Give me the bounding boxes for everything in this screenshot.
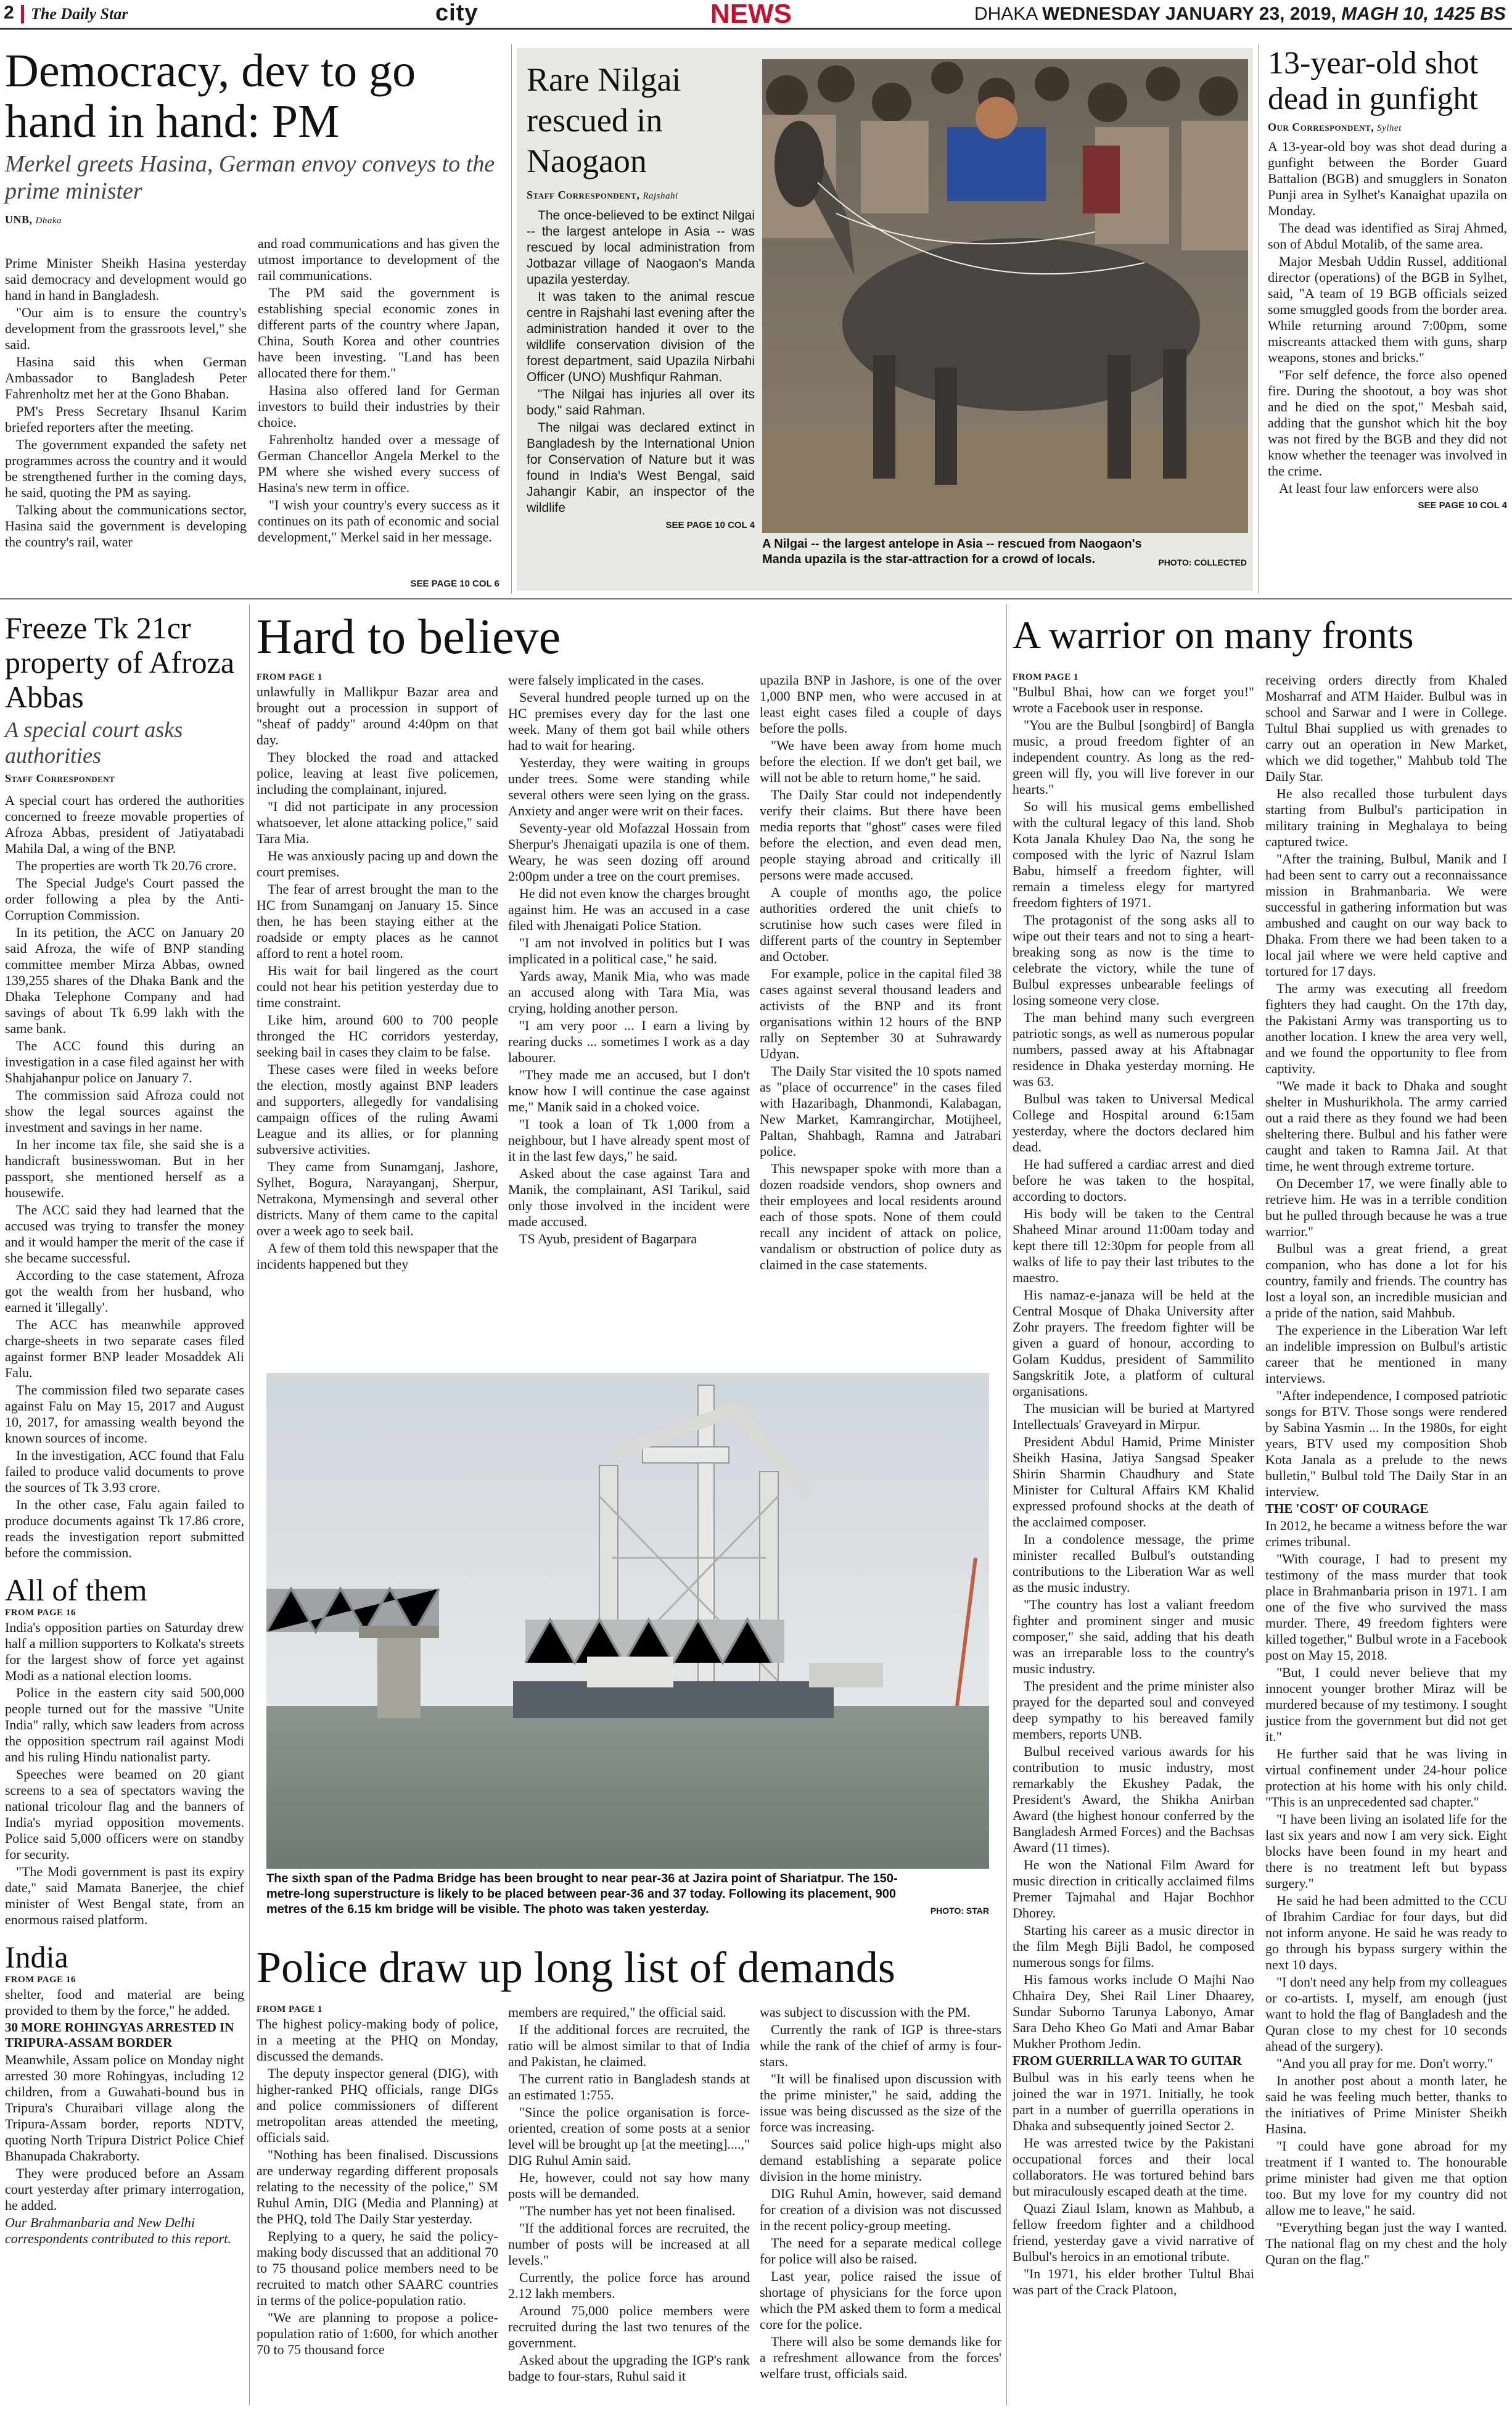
paragraph: Starting his career as a music director in the film Megh Bijli Badol, he composed numerous songs for films.	[1013, 1922, 1254, 1970]
nilgai-photo	[762, 59, 1248, 533]
paragraph: There will also be some demands like for a refreshment allowance from the forces' welfare trust, officials said.	[760, 2334, 1001, 2381]
paragraph: TS Ayub, president of Bagarpara	[519, 1231, 697, 1246]
paragraph: So will his musical gems embellished with the cultural legacy of this land. Shob Kota Janala Khuley Dao Na, the song he composed with the lyric of Nazrul Islam Babu, himself a freedom fighter, will remain a timeless elegy for martyred freedom fighters of 1971.	[1013, 799, 1254, 910]
paragraph: A few of them told this newspaper that the incidents happened but they	[257, 1240, 498, 1272]
paragraph: "I have been living an isolated life for the last six years and now I am very sick. Eight blocks have been found in my heart and there is no treatment left but bypass surgery."	[1265, 1811, 1507, 1891]
paragraph: "I could have gone abroad for my treatment if I wanted to. The honourable prime minister had given me that option too. But my love for my country did not allow me to leave," he said.	[1265, 2138, 1507, 2218]
section-name: city	[435, 0, 479, 26]
bridge-illustration	[266, 1373, 989, 1869]
headline-warrior[interactable]: A warrior on many fronts	[1013, 613, 1414, 657]
paragraph: A special court has ordered the authorities concerned to freeze movable properties of Afroza Abbas, president of Jatiyatabadi Mahila Dal, a wing of the BNP.	[5, 793, 244, 856]
paragraph: "I wish your country's every success as it continues on its path of economic and social development," Merkel said in her message.	[258, 497, 499, 545]
body-all-of-them	[5, 1620, 244, 1928]
paragraph: The PM said the government is establishing special economic zones in different parts of the country where Japan, China, South Korea and other countries have been investing. "Land has been allocated there for them."	[258, 285, 499, 381]
paragraph: The current ratio in Bangladesh stands at an estimated 1:755.	[508, 2071, 750, 2102]
paragraph: The commission filed two separate cases against Falu on May 15, 2017 and August 10, 2017, for amassing wealth beyond the known sources of income.	[5, 1382, 244, 1446]
caption-bridge: PHOTO: STAR The sixth span of the Padma Bridge has been brought to near pear-36 at Jazira point of Shariatpur. The 150-metre-long superstructure is likely to be placed between pear-36 and 37 today. Following its placement, 900 metres of the 6.15 km bridge will be visible. The photo was taken yesterday.	[266, 1871, 989, 1919]
paragraph: Fahrenholtz handed over a message of German Chancellor Angela Merkel to the PM where she wished every success of Hasina's new term in office.	[258, 432, 499, 495]
paragraph: The army was executing all freedom fighters they had caught. On the 17th day, the Pakistani Army was transporting us to another location. I knew the area very well, and we found the opportunity to flee from captivity.	[1265, 981, 1507, 1076]
dateline	[974, 4, 1506, 25]
col-democracy-2	[258, 236, 499, 546]
paragraph: "In 1971, his elder brother Tultul Bhai was part of the Crack Platoon,	[1013, 2266, 1254, 2297]
paragraph: "After the training, Bulbul, Manik and I had been sent to carry out a reconnaissance mission in Brahmanbaria. We were successful in gathering information but was ambushed and caught on our way back to Dhaka. From there we had been taken to a local jail where we were held captive and tortured for 17 days.	[1265, 851, 1507, 979]
paragraph: Bulbul received various awards for his contribution to music industry, most remarkably the Ekushey Padak, the President's Award, the Shikha Anirban Award (the highest honour conferred by the Bangladesh Armed Forces) and the Bachsas Award (11 times).	[1013, 1744, 1254, 1855]
story-nilgai	[527, 59, 755, 530]
paragraph: "The country has lost a valiant freedom fighter and prominent singer and music composer," she said, adding that his death was an irreparable loss to the country's music industry.	[1013, 1597, 1254, 1676]
story-warrior	[1013, 611, 1507, 2297]
paragraph: "Bulbul Bhai, how can we forget you!" wrote a Facebook user in response.	[1013, 684, 1254, 715]
paragraph: Police in the eastern city said 500,000 people turned out for the massive "Unite India" rally, which saw leaders from across the opposition spectrum rail against Modi and his ruling Hindu nationalist party.	[5, 1685, 244, 1765]
body-india	[5, 1987, 244, 2019]
paragraph: Yards away, Manik Mia, who was made an accused along with Tara Mia, was crying, holding another person.	[508, 968, 750, 1016]
paragraph: Seventy-year old Mofazzal Hossain from Sherpur's Jhenaigati upazila is one of them. Weary, he was seen dozing off around 2:00pm under a tree on the court premises.	[508, 820, 750, 884]
paragraph: The fear of arrest brought the man to the HC from Sunamganj on January 15. Since then, he has been staying either at the roadside or empty places as he cannot afford to rent a hotel room.	[257, 881, 498, 961]
paragraph: They blocked the road and attacked police, leaving at least five policemen, including the complainant, injured.	[257, 749, 498, 797]
body-hard-1	[257, 684, 498, 1272]
col-police-1	[257, 2004, 498, 2359]
body-hard-2	[508, 672, 750, 1248]
paragraph: Bulbul was a great friend, a great companion, who has done a lot for his country, family and friends. The country has lost a loyal son, an incredible musician and a pride of the nation, said Mahbub.	[1265, 1241, 1507, 1320]
col-warrior-2	[1265, 672, 1507, 2269]
paragraph: The man behind many such evergreen patriotic songs, as well as numerous popular numbers, passed away at his Aftabnagar residence in Dhaka yesterday morning. He was 63.	[1013, 1010, 1254, 1089]
paragraph: According to the case statement, Afroza got the wealth from her husband, who earned it 'illegally'.	[5, 1267, 244, 1315]
headline-afroza[interactable]: Freeze Tk 21cr property of Afroza Abbas	[5, 611, 235, 714]
dateline-bangla: MAGH 10, 1425 BS	[1341, 4, 1506, 24]
headline-all-of-them[interactable]: All of them	[5, 1573, 147, 1607]
byline-nilgai: Staff Correspondent, Rajshahi	[527, 189, 678, 201]
paragraph: He won the National Film Award for music direction in critically acclaimed films Premer Tajmahal and Hajar Bochhor Dhorey.	[1013, 1857, 1254, 1921]
paragraph: The ACC has meanwhile approved charge-sheets in two separate cases filed against former BNP leader Mosaddek Ali Falu.	[5, 1317, 244, 1380]
paragraph: "We made it back to Dhaka and sought shelter in Mushurikhola. The army carried out a raid there as they found we had been sheltering there. Bulbul and his father were caught and taken to Ramna Jail. At that time, he went through extreme torture.	[1265, 1078, 1507, 1174]
paragraph: The president and the prime minister also prayed for the departed soul and conveyed deep sympathy to his bereaved family members, reports UNB.	[1013, 1678, 1254, 1742]
paragraph: "Nothing has been finalised. Discussions are underway regarding different proposals relating to the necessity of the police," SM Ruhul Amin, DIG (Media and Planning) at the PHQ, told The Daily Star yesterday.	[257, 2147, 498, 2226]
paragraph: Several hundred people turned up on the HC premises every day for the last one week. Many of them got bail while others had to wait for hearing.	[508, 690, 750, 753]
paragraph: The highest policy-making body of police, in a meeting at the PHQ on Monday, discussed the demands.	[257, 2016, 498, 2064]
body-nilgai	[527, 208, 755, 516]
paragraph: "We are planning to propose a police-population ratio of 1:600, for which another 70 to 75 thousand force	[257, 2310, 498, 2357]
paragraph: Asked about the upgrading the IGP's rank badge to four-stars, Ruhul said it	[508, 2352, 750, 2384]
credit-bridge: PHOTO: STAR	[930, 1906, 989, 1916]
paragraph: On December 17, we were finally able to retrieve him. He was in a terrible condition but he pulled through because he was a true warrior."	[1265, 1176, 1507, 1239]
divider	[1006, 604, 1007, 2405]
headline-nilgai[interactable]: Rare Nilgai rescued in Naogaon	[527, 61, 681, 179]
paragraph: PM's Press Secretary Ihsanul Karim briefed reporters after the meeting.	[5, 403, 247, 435]
body-shot-dead	[1268, 139, 1507, 496]
paragraph: Talking about the communications sector, Hasina said the government is developing the country's rail, water	[5, 502, 247, 550]
paragraph: These cases were filed in weeks before the election, mostly against BNP leaders and supporters, allegedly for vandalising campaign offices of the ruling Awami League and its allies, or for planning subversive activities.	[257, 1061, 498, 1157]
body-warrior-1	[1013, 684, 1254, 2052]
paragraph: The need for a separate medical college for police will also be raised.	[760, 2235, 1001, 2267]
from-hard: FROM PAGE 1	[257, 672, 323, 682]
story-hard-to-believe	[257, 610, 1001, 1272]
paragraph: For example, police in the capital filed 38 cases against several thousand leaders and activists of the BNP and its front organisations within 12 hours of the BNP rally on September 30 at Suhrawardy Udyan.	[760, 966, 1001, 1061]
paragraph: He said he had been admitted to the CCU of Ibrahim Cardiac for four days, but did not inform anyone. He said he was ready to go through his bypass surgery within the next 10 days.	[1265, 1893, 1507, 1972]
paragraph: In the investigation, ACC found that Falu failed to produce valid documents to prove the sources of Tk 3.93 crore.	[5, 1447, 244, 1495]
paragraph: "You are the Bulbul [songbird] of Bangla music, a proud freedom fighter of an independent country. As long as the red-green will fly, you will live forever in our hearts."	[1013, 717, 1254, 797]
byline-shot-dead: Our Correspondent, Sylhet	[1268, 121, 1402, 133]
paragraph: "The Modi government is past its expiry date," said Mamata Banerjee, the chief minister of West Bengal state, from an enormous raised platform.	[5, 1864, 244, 1927]
paragraph: "The Nilgai has injuries all over its body," said Rahman.	[527, 387, 755, 418]
paragraph: The Daily Star visited the 10 spots named as "place of occurrence" in the cases filed with Hazaribagh, Dhanmondi, Kalabagan, New Market, Kamrangirchar, Motijheel, Paltan, Shahbagh, Ramna and Jatrabari police.	[760, 1063, 1001, 1159]
paragraph: His namaz-e-janaza will be held at the Central Mosque of Dhaka University after Zohr prayers. The freedom fighter will be given a guard of honour, according to Golam Kuddus, president of Sammilito Sangskritik Jote, a platform of cultural organisations.	[1013, 1287, 1254, 1399]
paragraph: The Daily Star could not independently verify their claims. But there have been media reports that "ghost" cases were filed before the election, and even dead men, people staying abroad and critically ill persons were made accused.	[760, 787, 1001, 883]
paragraph: His wait for bail lingered as the court could not hear his petition yesterday due to time constraint.	[257, 963, 498, 1010]
paragraph: The once-believed to be extinct Nilgai -- the largest antelope in Asia -- was rescued by local administration from Jotbazar village of Naogaon's Manda upazila yesterday.	[527, 208, 755, 287]
body-afroza	[5, 793, 244, 1561]
paragraph: He, however, could not say how many posts will be demanded.	[508, 2170, 750, 2201]
paragraph: The properties are worth Tk 20.76 crore.	[16, 858, 237, 873]
paragraph: His famous works include O Majhi Nao Chhaira Dey, Shei Rail Liner Dhaarey, Sundar Suborno Tarunya Labonyo, Amar Sara Deho Kheo Go Mati and Amar Babar Mukher Prothom Jedin.	[1013, 1972, 1254, 2051]
paragraph: Hasina said this when German Ambassador to Bangladesh Peter Fahrenholtz met her at the Gono Bhaban.	[5, 354, 247, 402]
body-warrior-1b	[1013, 2070, 1254, 2298]
paragraph: Asked about the case against Tara and Manik, the complainant, ASI Tarikul, said only those involved in the incident were made accused.	[508, 1166, 750, 1229]
paragraph: The ACC found this during an investigation in a case filed against her with Shahjahanpur police on January 7.	[5, 1038, 244, 1085]
paragraph: In a condolence message, the prime minister recalled Bulbul's outstanding contributions to the Liberation War as well as the music industry.	[1013, 1531, 1254, 1595]
headline-police[interactable]: Police draw up long list of demands	[257, 1943, 895, 1992]
paragraph: The experience in the Liberation War left an indelible impression on Bulbul's artistic career that he mentioned in many interviews.	[1265, 1322, 1507, 1386]
paragraph: "With courage, I had to present my testimony of the mass murder that took place in Brahmanbaria prison in 1971. I am one of the five who survived the mass murder. There, 49 freedom fighters were killed together," Bulbul wrote in a Facebook post on May 15, 2018.	[1265, 1551, 1507, 1663]
paragraph: The dead was identified as Siraj Ahmed, son of Abdul Motalib, of the same area.	[1268, 220, 1507, 252]
paragraph: Speeches were beamed on 20 giant screens to a sea of spectators waving the national tricolour flag and the banners of India's myriad opposition movements. Police said 5,000 officers were on standby for security.	[5, 1766, 244, 1862]
col-hard-1	[257, 672, 498, 1274]
headline-democracy[interactable]: Democracy, dev to go hand in hand: PM	[5, 45, 416, 147]
col-democracy-1	[5, 255, 247, 551]
divider	[1258, 44, 1259, 593]
paragraph: and road communications and has given the utmost importance to development of the rail communications.	[258, 236, 499, 283]
paragraph: receiving orders directly from Khaled Mosharraf and ATM Haider. Bulbul was in school and Sarwar and I were in College. Tultul Bhai supplied us with grenades to carry out an operation in New Market, which we did together," Mahbub told The Daily Star.	[1265, 672, 1507, 784]
paragraph: "And you all pray for me. Don't worry."	[1276, 2056, 1494, 2071]
paragraph: India's opposition parties on Saturday drew half a million supporters to Kolkata's streets for the largest show of force yet against Modi as a national election looms.	[5, 1620, 244, 1683]
note-india: Our Brahmanbaria and New Delhi correspondents contributed to this report.	[5, 2215, 231, 2246]
divider	[511, 44, 512, 593]
paragraph: DIG Ruhul Amin, however, said demand for creation of a division was not discussed in the recent policy-group meeting.	[760, 2186, 1001, 2233]
from-india: FROM PAGE 16	[5, 1975, 76, 1985]
section-tag: NEWS	[710, 0, 792, 29]
paragraph: The protagonist of the song asks all to wipe out their tears and not to sing a heart-breaking song as now is the time to celebrate the victory, while the tune of Bulbul expresses unbearable feelings of losing someone very close.	[1013, 912, 1254, 1008]
divider	[0, 598, 1512, 599]
paragraph: Replying to a query, he said the policy-making body discussed that an additional 70 to 75 thousand police members need to be recruited to match other SAARC countries in terms of the police-population ratio.	[257, 2228, 498, 2308]
paragraph: He was anxiously pacing up and down the court premises.	[257, 848, 498, 879]
paragraph: He further said that he was living in virtual confinement under 24-hour police protection at his home with his only child. "This is an unprecedented sad chapter."	[1265, 1746, 1507, 1810]
paragraph: Like him, around 600 to 700 people thronged the HC corridors yesterday, seeking bail in cases they claim to be false.	[257, 1012, 498, 1060]
paragraph: In its petition, the ACC on January 20 said Afroza, the wife of BNP standing committee member Mirza Abbas, owned 139,255 shares of the Dhaka Bank and the Dhaka Telephone Company and had savings of about Tk 6.99 lakh with the same bank.	[5, 924, 244, 1036]
credit-nilgai: PHOTO: COLLECTED	[1158, 558, 1247, 567]
story-police	[257, 1943, 1001, 2384]
paragraph: "I am not involved in politics but I was implicated in a political case," he said.	[508, 935, 750, 966]
paragraph: He also recalled those turbulent days starting from Bulbul's participation in military training in Meghalaya to being captured twice.	[1265, 786, 1507, 849]
col-warrior-1	[1013, 672, 1254, 2299]
paragraph: If the additional forces are recruited, the ratio will be almost similar to that of India and Pakistan, he claimed.	[508, 2022, 750, 2069]
headline-shot-dead[interactable]: 13-year-old shot dead in gunfight	[1268, 46, 1479, 117]
paragraph: Around 75,000 police members were recruited during the last two tenures of the government.	[508, 2303, 750, 2350]
jump-shot-dead[interactable]: SEE PAGE 10 COL 4	[1418, 500, 1507, 511]
paragraph: Bulbul was in his early teens when he joined the war in 1971. Initially, he took part in a number of guerrilla operations in Dhaka and subsequently joined Sector 2.	[1013, 2070, 1254, 2133]
paragraph: members are required," the official said.	[508, 2004, 726, 2020]
paragraph: Currently the rank of IGP is three-stars while the rank of the chief of army is four-stars.	[760, 2022, 1001, 2069]
deck-afroza: A special court asks authorities	[5, 717, 183, 768]
subhead-warrior-1: FROM GUERRILLA WAR TO GUITAR	[1013, 2053, 1242, 2068]
paragraph: President Abdul Hamid, Prime Minister Sheikh Hasina, Jatiya Sangsad Speaker Shirin Sharmin Chaudhury and State Minister for Cultural Affairs KM Khalid expressed profound shocks at the death of the acclaimed composer.	[1013, 1434, 1254, 1530]
paragraph: "But, I could never believe that my innocent younger brother Miraz will be murdered because of my testimony. I sought justice from the government but did not get it."	[1265, 1665, 1507, 1744]
paragraph: A 13-year-old boy was shot dead during a gunfight between the Border Guard Battalion (BGB) and smugglers in Sonaton Punji area in Sylhet's Kanaighat upazila on Monday.	[1268, 139, 1507, 218]
byline-democracy: UNB, Dhaka	[5, 213, 62, 226]
paragraph: "They made me an accused, but I don't know how I will continue the case against me," Manik said in a choked voice.	[508, 1067, 750, 1114]
paragraph: Hasina also offered land for German investors to build their industries by their choice.	[258, 382, 499, 430]
from-warrior: FROM PAGE 1	[1013, 672, 1079, 682]
paragraph: The ACC said they had learned that the accused was trying to transfer the money and it would hamper the merit of the case if she became successful.	[5, 1202, 244, 1266]
from-all-of-them: FROM PAGE 16	[5, 1608, 76, 1618]
paragraph: Meanwhile, Assam police on Monday night arrested 30 more Rohingyas, including 12 children, from a Guwahati-bound bus in Tripura's Churaibari village along the Tripura-Assam border, reports NDTV, quoting North Tripura District Police Chief Bhanupada Chakraborty.	[5, 2052, 244, 2164]
paragraph: He was arrested twice by the Pakistani occupational forces and their local collaborators. He was tortured behind bars but miraculously escaped death at the time.	[1013, 2135, 1254, 2199]
paragraph: At least four law enforcers were also	[1279, 480, 1479, 496]
jump-nilgai[interactable]: SEE PAGE 10 COL 4	[665, 520, 755, 530]
paragraph: In the other case, Falu again failed to produce documents against Tk 17.86 crore, reads the investigation report submitted before the commission.	[5, 1497, 244, 1560]
paragraph: His body will be taken to the Central Shaheed Minar around 11:00am today and kept there till 12:30pm for people from all walks of life to pay their last tributes to the maestro.	[1013, 1206, 1254, 1285]
paragraph: It was taken to the animal rescue centre in Rajshahi last evening after the administration handed it over to the wildlife conservation division of the forest department, said Upazila Nirbahi Officer (UNO) Mushfiqur Rahman.	[527, 290, 755, 384]
paragraph: "I am very poor ... I earn a living by rearing ducks ... sometimes I work as a day labourer.	[508, 1018, 750, 1065]
paragraph: "I took a loan of Tk 1,000 from a neighbour, but I have already spent most of it in the last few days," he said.	[508, 1116, 750, 1164]
paragraph: "The number has yet not been finalised.	[519, 2203, 736, 2218]
paragraph: "Our aim is to ensure the country's development from the grassroots level," she said.	[5, 305, 247, 352]
paragraph: unlawfully in Mallikpur Bazar area and brought out a procession in support of "sheaf of paddy" around 4:40pm on that day.	[257, 684, 498, 747]
paragraph: He did not even know the charges brought against him. He was an accused in a case filed with Jhenaigati Police Station.	[508, 886, 750, 933]
paragraph: was subject to discussion with the PM.	[760, 2004, 971, 2020]
caption-nilgai: PHOTO: COLLECTED A Nilgai -- the largest antelope in Asia -- rescued from Naogaon's Manda upazila is the star-attraction for a crowd of locals.	[762, 537, 1247, 570]
paragraph: In 2012, he became a witness before the war crimes tribunal.	[1265, 1518, 1507, 1549]
story-shot-dead	[1268, 46, 1507, 511]
paragraph: Sources said police high-ups might also demand establishing a separate police division in the home ministry.	[760, 2136, 1001, 2184]
paragraph: "Everything began just the way I wanted. The national flag on my chest and the holy Quran on the flag."	[1265, 2220, 1507, 2267]
paragraph: Currently, the police force has around 2.12 lakh members.	[508, 2270, 750, 2301]
paragraph: In her income tax file, she said she is a handicraft businesswoman. But in her passport, she mentioned herself as a housewife.	[5, 1137, 244, 1200]
dateline-date: WEDNESDAY JANUARY 23, 2019,	[1042, 4, 1336, 24]
paragraph: "We have been away from home much before the election. If we don't get bail, we will not be able to return home," he said.	[760, 738, 1001, 785]
paragraph: "After independence, I composed patriotic songs for BTV. Those songs were rendered by Sabina Yasmin ... In the 1980s, for eight years, BTV used my composition Shob Kota Janala as a prelude to the news bulletin," Bulbul told The Daily Star in an interview.	[1265, 1388, 1507, 1499]
jump-democracy[interactable]: SEE PAGE 10 COL 6	[410, 579, 499, 589]
paragraph: "I did not participate in any procession whatsoever, let alone attacking police," said Tara Mia.	[257, 799, 498, 846]
subhead-india: 30 MORE ROHINGYAS ARRESTED IN TRIPURA-ASSAM BORDER	[5, 2020, 234, 2050]
paragraph: This newspaper spoke with more than a dozen roadside vendors, shop owners and their employees and local residents around each of those spots. None of them could recall any incident of attack on police, vandalism or obstruction of police duty as claimed in the case statements.	[760, 1161, 1001, 1272]
divider	[249, 604, 250, 2405]
paragraph: "For self defence, the force also opened fire. During the shootout, a boy was shot and he died on the spot," Mesbah said, adding that the gunshot which hit the boy was not fired by the BGB and they did not know whether the teenager was involved in the crime.	[1268, 367, 1507, 479]
padma-bridge-photo	[266, 1373, 989, 1869]
paragraph: Bulbul was taken to Universal Medical College and Hospital around 6:15am yesterday, where the doctors declared him dead.	[1013, 1091, 1254, 1155]
body-police-3	[760, 2004, 1001, 2383]
paragraph: "It will be finalised upon discussion with the prime minister," he said, adding the issue was being discussed as the size of the force was increasing.	[760, 2071, 1001, 2135]
paragraph: They came from Sunamganj, Jashore, Sylhet, Bogura, Narayanganj, Sherpur, Netrakona, Mymensingh and several other districts. Many of them came to the capital over a week ago to seek bail.	[257, 1159, 498, 1238]
paragraph: "I don't need any help from my colleagues or co-artists. I, myself, am enough (just want to hold the flag of Bangladesh and the Quran close to my chest for 10 seconds ahead of the surgery).	[1265, 1974, 1507, 2054]
headline-hard-to-believe[interactable]: Hard to believe	[257, 610, 561, 664]
paragraph: Quazi Ziaul Islam, known as Mahbub, a fellow freedom fighter and a childhood friend, yesterday gave a vivid narrative of Bulbul's heroics in an emotional tribute.	[1013, 2201, 1254, 2264]
body-warrior-2	[1265, 672, 1507, 1500]
page-number: 2	[4, 2, 14, 23]
body-india-2	[5, 2052, 244, 2213]
byline-afroza: Staff Correspondent	[5, 772, 115, 784]
paragraph: "If the additional forces are recruited, the number of posts will be increased at all levels."	[508, 2220, 750, 2268]
paragraph: were falsely implicated in the cases.	[508, 672, 704, 688]
paragraph: The musician will be buried at Martyred Intellectuals' Graveyard in Mirpur.	[1013, 1401, 1254, 1432]
story-afroza	[5, 611, 244, 2247]
body-hard-3	[760, 672, 1001, 1274]
masthead-bar	[21, 5, 24, 23]
dateline-city: DHAKA	[974, 4, 1037, 24]
subhead-warrior-2: THE 'COST' OF COURAGE	[1265, 1501, 1429, 1516]
paper-name: The Daily Star	[31, 5, 128, 23]
from-police: FROM PAGE 1	[257, 2004, 323, 2014]
paragraph: Last year, police raised the issue of shortage of physicians for the force upon which the PM asked them to form a medical core for the police.	[760, 2268, 1001, 2332]
body-police-1	[257, 2016, 498, 2358]
paragraph: "Since the police organisation is force-oriented, creation of some posts at a senior level will be brought up [at the meeting]....," DIG Ruhul Amin said.	[508, 2104, 750, 2168]
paragraph: The Special Judge's Court passed the order following a plea by the Anti-Corruption Commission.	[5, 875, 244, 923]
paragraph: The nilgai was declared extinct in Bangladesh by the International Union for Conservation of Nature but it was found in India's West Bengal, said Jahangir Kabir, an inspector of the wildlife	[527, 421, 755, 515]
body-police-2	[508, 2004, 750, 2386]
paragraph: upazila BNP in Jashore, is one of the over 1,000 BNP men, who were accused in at least eight cases filed a couple of days before the polls.	[760, 672, 1001, 736]
nilgai-illustration	[762, 59, 1248, 533]
deck-democracy: Merkel greets Hasina, German envoy conveys to the prime minister	[5, 151, 495, 204]
headline-india[interactable]: India	[5, 1940, 68, 1974]
paragraph: The government expanded the safety net programmes across the country and it would be strengthened further in the coming days, he said, quoting the PM as saying.	[5, 437, 247, 500]
paragraph: shelter, food and material are being provided to them by the force," he added.	[5, 1987, 244, 2018]
story-democracy	[5, 45, 506, 589]
paragraph: They were produced before an Assam court yesterday after primary interrogation, he added.	[5, 2165, 244, 2213]
paragraph: Yesterday, they were waiting in groups under trees. Some were standing while several others were seen lying on the grass. Anxiety and anger were writ on their faces.	[508, 755, 750, 818]
paragraph: The deputy inspector general (DIG), with higher-ranked PHQ officials, range DIGs and police commissioners of different metropolitan areas attended the meeting, officials said.	[257, 2065, 498, 2145]
paragraph: He had suffered a cardiac arrest and died before he was taken to the hospital, according to doctors.	[1013, 1156, 1254, 1204]
paragraph: The commission said Afroza could not show the legal sources against the investment and savings in her name.	[5, 1087, 244, 1135]
masthead	[0, 0, 1512, 30]
paragraph: Prime Minister Sheikh Hasina yesterday said democracy and development would go hand in hand in Bangladesh.	[5, 255, 247, 303]
paragraph: A couple of months ago, the police authorities ordered the unit chiefs to scrutinise how such cases were filed in different parts of the country in September and October.	[760, 884, 1001, 964]
paragraph: In another post about a month later, he said he was feeling much better, thanks to the initiatives of Prime Minister Sheikh Hasina.	[1265, 2073, 1507, 2136]
paragraph: Major Mesbah Uddin Russel, additional director (operations) of the BGB in Sylhet, said, "A team of 19 BGB officials seized some smuggled goods from the border area. While returning around 7:00pm, some miscreants attacked them with guns, sharp weapons, stones and bricks."	[1268, 253, 1507, 365]
body-warrior-2b	[1265, 1518, 1507, 2268]
